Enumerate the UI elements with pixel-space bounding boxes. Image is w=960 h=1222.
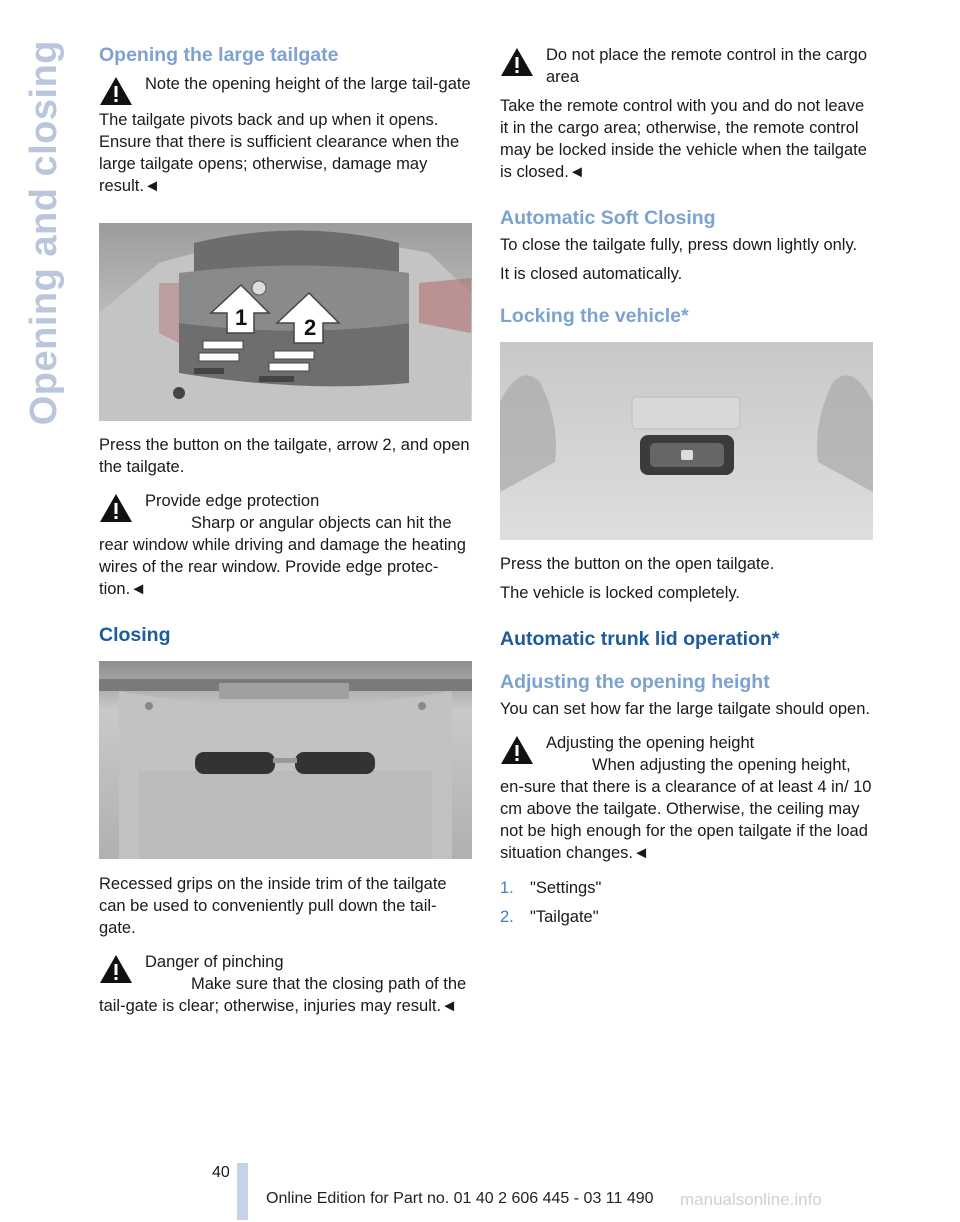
paragraph: Press the button on the open tailgate. (500, 555, 775, 573)
lock-button-illustration (500, 342, 873, 540)
warning-edge-protection (99, 490, 473, 600)
heading-locking-the-vehicle: Locking the vehicle* (500, 305, 689, 327)
edition-text: Online Edition for Part no. 01 40 2 606 445 - 03 11 490 (266, 1190, 654, 1207)
warning-opening-height (99, 73, 473, 95)
paragraph: The vehicle is locked completely. (500, 584, 740, 602)
chapter-title: Opening and closing (22, 40, 65, 426)
list-number: 2. (500, 908, 514, 926)
paragraph: You can set how far the large tailgate should open. (500, 700, 870, 718)
list-text: "Tailgate" (530, 908, 599, 926)
left-column (99, 44, 473, 1017)
list-item (500, 906, 874, 928)
tailgate-inside-illustration (99, 661, 472, 859)
footer-divider (237, 1163, 248, 1220)
steps-list (500, 877, 874, 928)
warning-triangle-icon (500, 734, 534, 766)
paragraph: The tailgate pivots back and up when it opens. Ensure that there is sufficient clearance when the large tailgate opens; otherwise, damage may result.◄ (99, 111, 460, 195)
paragraph: Take the remote control with you and do not leave it in the cargo area; otherwise, the remote control may be locked inside the vehicle when the tailgate is closed.◄ (500, 97, 867, 181)
warning-triangle-icon (99, 953, 133, 985)
tailgate-illustration (99, 223, 472, 421)
heading-automatic-trunk-lid-operation: Automatic trunk lid operation* (500, 628, 780, 650)
page-number: 40 (212, 1164, 230, 1181)
paragraph: Recessed grips on the inside trim of the tailgate can be used to conveniently pull down the tail-gate. (99, 875, 447, 937)
warning-title: Danger of pinching (145, 953, 284, 971)
warning-triangle-icon (500, 46, 534, 78)
warning-body: When adjusting the opening height, en-sure that there is a clearance of at least 4 in/ 10 cm above the tailgate. Otherwise, the ceiling may not be high enough for the open tailgate if the load situation changes.◄ (500, 756, 872, 862)
warning-body: Sharp or angular objects can hit the rear window while driving and damage the heating wires of the rear window. Provide edge protec-tion.◄ (99, 514, 466, 598)
warning-adjusting-height (500, 732, 874, 864)
warning-remote-control (500, 44, 874, 88)
arrow-label-1: 1 (235, 305, 248, 330)
right-column (500, 44, 874, 928)
watermark: manualsonline.info (680, 1190, 822, 1209)
warning-title: Provide edge protection (145, 492, 320, 510)
side-chapter-tab (22, 40, 66, 426)
heading-adjusting-opening-height: Adjusting the opening height (500, 671, 770, 693)
paragraph: It is closed automatically. (500, 265, 683, 283)
paragraph: Press the button on the tailgate, arrow 2, and open the tailgate. (99, 436, 470, 476)
heading-opening-large-tailgate: Opening the large tailgate (99, 44, 339, 66)
warning-title: Adjusting the opening height (546, 734, 755, 752)
warning-body: Make sure that the closing path of the tail-gate is clear; otherwise, injuries may result.◄ (99, 975, 467, 1015)
list-item (500, 877, 874, 899)
warning-title: Note the opening height of the large tail-gate (145, 75, 471, 93)
heading-automatic-soft-closing: Automatic Soft Closing (500, 207, 716, 229)
warning-pinching (99, 951, 473, 1017)
warning-triangle-icon (99, 492, 133, 524)
figure-lock-button (500, 342, 873, 540)
warning-title: Do not place the remote control in the cargo area (546, 46, 868, 86)
figure-tailgate-inside-grips (99, 661, 472, 859)
heading-closing: Closing (99, 624, 171, 646)
figure-tailgate-buttons (99, 223, 472, 421)
list-number: 1. (500, 879, 514, 897)
paragraph: To close the tailgate fully, press down lightly only. (500, 236, 858, 254)
list-text: "Settings" (530, 879, 602, 897)
warning-triangle-icon (99, 75, 133, 107)
arrow-label-2: 2 (304, 315, 317, 340)
